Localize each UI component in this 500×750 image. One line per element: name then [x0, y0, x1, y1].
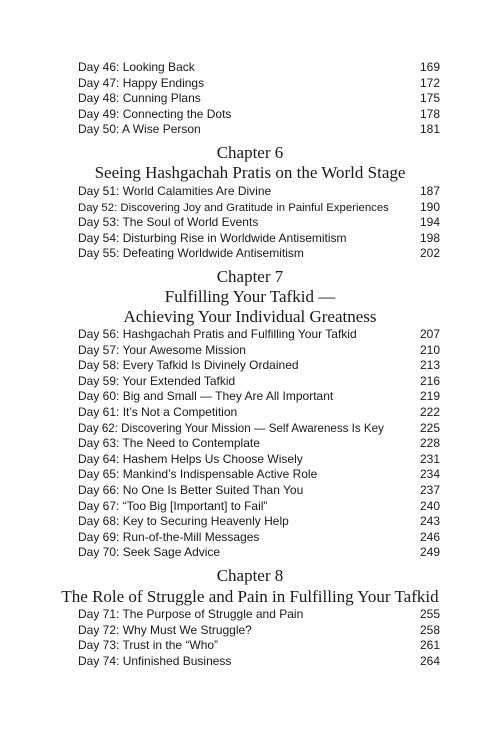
entry-title: Day 70: Seek Sage Advice: [78, 545, 221, 560]
entry-title: Day 48: Cunning Plans: [78, 91, 201, 106]
toc-entry: [78, 623, 440, 639]
toc-entry: [78, 122, 440, 138]
entry-title: Day 63: The Need to Contemplate: [78, 436, 260, 451]
entry-title: Day 59: Your Extended Tafkid: [78, 373, 236, 388]
entry-page: 216: [419, 373, 440, 388]
entry-page: 237: [419, 482, 440, 497]
entry-page: 187: [419, 184, 440, 198]
toc-entry: [78, 231, 440, 247]
entry-page: 240: [419, 498, 440, 513]
entry-title: Day 52: Discovering Joy and Gratitude in Painful Experiences: [78, 201, 389, 214]
entry-page: 172: [419, 75, 440, 90]
toc-entry: [78, 421, 440, 437]
entry-title: Day 72: Why Must We Struggle?: [78, 622, 252, 637]
entry-title: Day 49: Connecting the Dots: [78, 106, 232, 121]
toc-entry: [78, 76, 440, 92]
entry-title: Day 74: Unfinished Business: [78, 653, 232, 668]
entry-page: 258: [419, 622, 440, 637]
entry-title: Day 55: Defeating Worldwide Antisemitism: [78, 246, 304, 261]
entry-page: 222: [419, 404, 440, 419]
toc-entry: [78, 60, 440, 76]
toc-entry: [78, 607, 440, 623]
toc-entry: [78, 200, 440, 216]
entry-page: 249: [419, 545, 440, 560]
entry-title: Day 68: Key to Securing Heavenly Help: [78, 514, 289, 529]
entry-page: 181: [419, 122, 440, 137]
entry-title: Day 64: Hashem Helps Us Choose Wisely: [78, 451, 303, 466]
toc-entry: [78, 91, 440, 107]
entry-title: Day 67: “Too Big [Important] to Fail”: [78, 498, 268, 513]
entry-page: 198: [419, 230, 440, 245]
entry-page: 261: [419, 638, 440, 653]
entry-title: Day 46: Looking Back: [78, 60, 195, 74]
entry-page: 175: [419, 91, 440, 106]
toc-entry: [78, 467, 440, 483]
entry-title: Day 65: Mankind’s Indispensable Active Role: [78, 467, 318, 482]
toc-entry: [78, 545, 440, 561]
chapter-7-entries: [78, 327, 440, 561]
chapter-6-entries: [78, 184, 440, 262]
chapter-6-label: Chapter 6: [216, 143, 284, 162]
toc-entry: [78, 436, 440, 452]
toc-entry: [78, 530, 440, 546]
toc-entry: [78, 499, 440, 515]
toc-entry: [78, 452, 440, 468]
chapter-8-entries: [78, 607, 440, 669]
entry-title: Day 66: No One Is Better Suited Than You: [78, 482, 304, 497]
entry-page: 169: [419, 60, 440, 74]
entry-page: 264: [419, 653, 440, 668]
toc-entry: [78, 374, 440, 390]
entry-title: Day 47: Happy Endings: [78, 75, 205, 90]
entry-page: 219: [419, 389, 440, 404]
toc-entry: [78, 246, 440, 262]
toc-entry: [78, 327, 440, 343]
entry-title: Day 56: Hashgachah Pratis and Fulfilling Your Tafkid: [78, 327, 357, 341]
entry-page: 255: [419, 607, 440, 621]
chapter-7-title-line-1: Fulfilling Your Tafkid —: [164, 287, 336, 306]
entry-page: 225: [419, 420, 440, 435]
toc-entry: [78, 483, 440, 499]
entry-title: Day 73: Trust in the “Who”: [78, 638, 219, 653]
entry-title: Day 62: Discovering Your Mission — Self Awareness Is Key: [78, 421, 384, 435]
toc-entry: [78, 405, 440, 421]
entry-page: 194: [419, 215, 440, 230]
entry-page: 207: [419, 327, 440, 341]
entry-page: 228: [419, 436, 440, 451]
entry-page: 231: [419, 451, 440, 466]
chapter-7-title-line-2: Achieving Your Individual Greatness: [123, 307, 377, 326]
toc-entry: [78, 107, 440, 123]
entry-page: 210: [419, 342, 440, 357]
entry-title: Day 71: The Purpose of Struggle and Pain: [78, 607, 304, 621]
toc-entry: [78, 358, 440, 374]
entry-page: 243: [419, 514, 440, 529]
entry-title: Day 50: A Wise Person: [78, 122, 201, 137]
toc-entry: [78, 184, 440, 200]
entry-title: Day 58: Every Tafkid Is Divinely Ordained: [78, 358, 299, 373]
entry-title: Day 69: Run-of-the-Mill Messages: [78, 529, 260, 544]
chapter-8-title: The Role of Struggle and Pain in Fulfilling Your Tafkid: [61, 587, 439, 606]
chapter-8-label: Chapter 8: [216, 566, 284, 585]
chapter-6-title: Seeing Hashgachah Pratis on the World Stage: [94, 163, 406, 182]
entry-title: Day 53: The Soul of World Events: [78, 215, 259, 230]
entry-page: 246: [419, 529, 440, 544]
entry-page: 190: [419, 199, 440, 214]
toc-entry: [78, 654, 440, 670]
chapter-7-label: Chapter 7: [216, 267, 284, 286]
entry-page: 213: [419, 358, 440, 373]
entry-page: 202: [419, 246, 440, 261]
toc-entry: [78, 215, 440, 231]
toc-entry: [78, 514, 440, 530]
entry-page: 234: [419, 467, 440, 482]
toc-section-continued: [78, 60, 440, 138]
toc-entry: [78, 343, 440, 359]
toc-entry: [78, 389, 440, 405]
entry-title: Day 54: Disturbing Rise in Worldwide Antisemitism: [78, 230, 347, 245]
entry-title: Day 51: World Calamities Are Divine: [78, 184, 272, 198]
entry-title: Day 57: Your Awesome Mission: [78, 342, 246, 357]
entry-page: 178: [419, 106, 440, 121]
toc-entry: [78, 638, 440, 654]
entry-title: Day 60: Big and Small — They Are All Important: [78, 389, 334, 404]
entry-title: Day 61: It’s Not a Competition: [78, 404, 238, 419]
